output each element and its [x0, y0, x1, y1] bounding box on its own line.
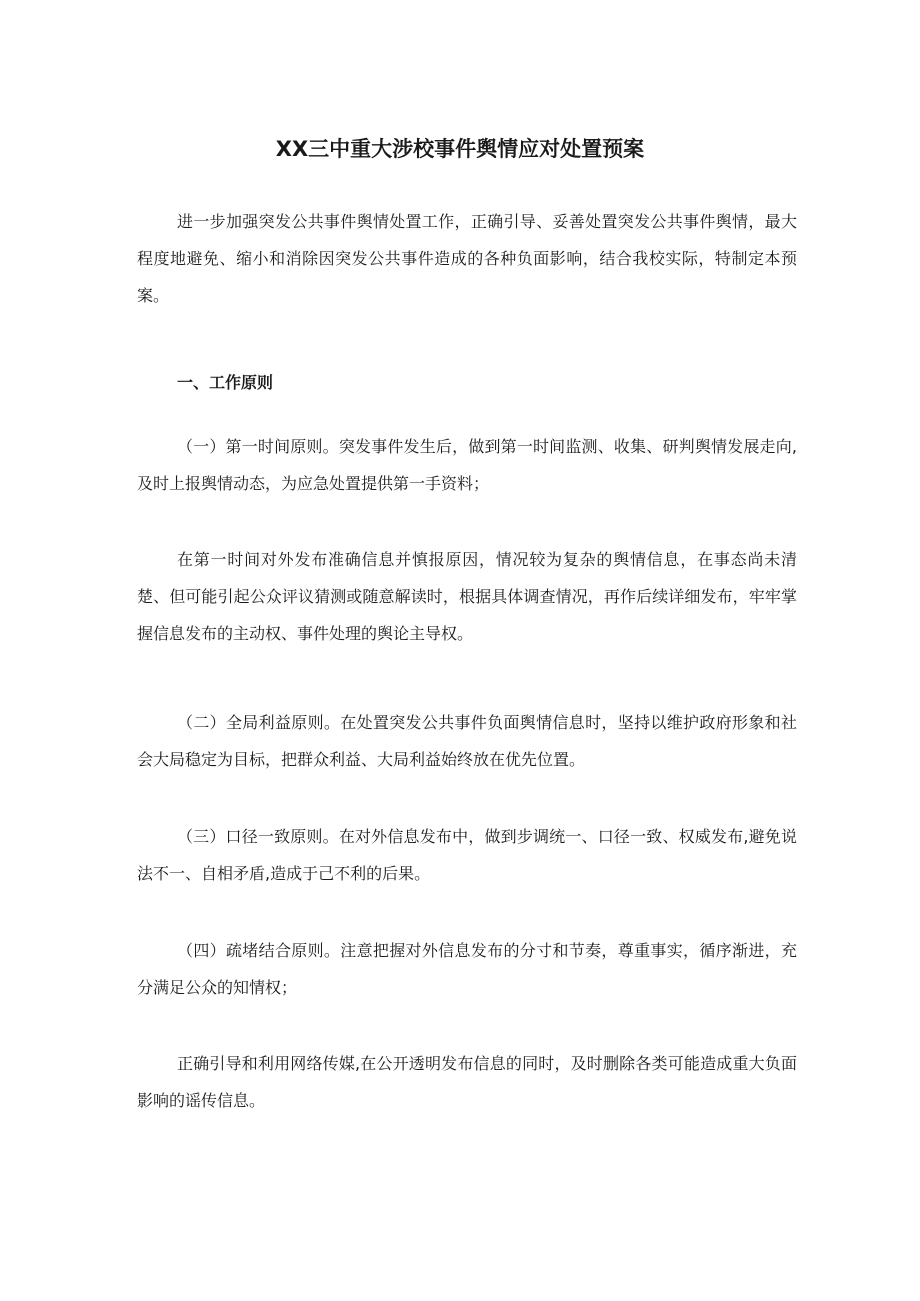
document-title: XX三中重大涉校事件舆情应对处置预案: [275, 137, 645, 161]
principle-1-continuation-paragraph: 在第一时间对外发布准确信息并慎报原因，情况较为复杂的舆情信息，在事态尚未清楚、但可能引起公众评议猜测或随意解读时，根据具体调查情况，再作后续详细发布，牢牢掌握信息发布的主动权、事件处理的舆论主导权。: [137, 550, 797, 643]
principle-2-paragraph: （二）全局利益原则。在处置突发公共事件负面舆情信息时，坚持以维护政府形象和社会大局稳定为目标，把群众利益、大局利益始终放在优先位置。: [137, 713, 797, 769]
principle-4-paragraph: （四）疏堵结合原则。注意把握对外信息发布的分寸和节奏，尊重事实，循序渐进，充分满足公众的知情权；: [137, 941, 797, 997]
principle-3-paragraph: （三）口径一致原则。在对外信息发布中，做到步调统一、口径一致、权威发布,避免说法不一、自相矛盾,造成于己不利的后果。: [137, 827, 797, 883]
principle-4-continuation-paragraph: 正确引导和利用网络传媒,在公开透明发布信息的同时，及时删除各类可能造成重大负面影响的谣传信息。: [137, 1054, 797, 1110]
intro-paragraph: 进一步加强突发公共事件舆情处置工作，正确引导、妥善处置突发公共事件舆情，最大程度地避免、缩小和消除因突发公共事件造成的各种负面影响，结合我校实际，特制定本预案。: [137, 212, 797, 305]
section-heading-work-principles: 一、工作原则: [177, 373, 274, 392]
principle-1-paragraph: （一）第一时间原则。突发事件发生后，做到第一时间监测、收集、研判舆情发展走向,及时上报舆情动态，为应急处置提供第一手资料；: [137, 437, 797, 493]
